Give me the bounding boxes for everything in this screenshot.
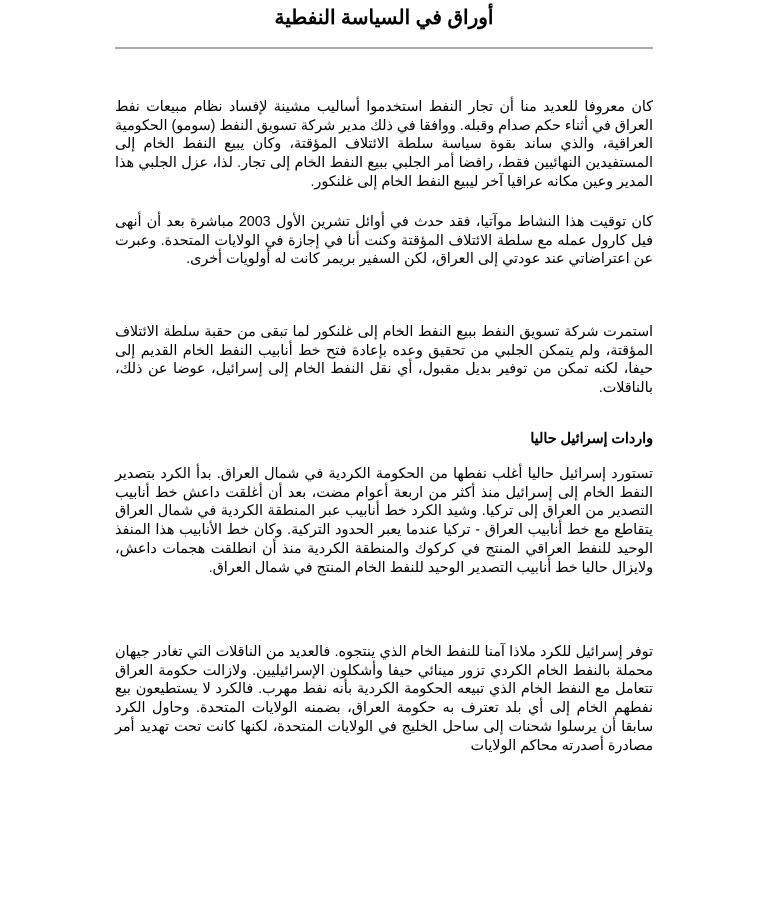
paragraph-text: كان معروفا للعديد منا أن تجار النفط استخدموا أساليب مشينة لإفساد نظام مبيعات نفط العراق في أثناء حكم صدام وقبله. ووافقا في ذلك مدير شركة تسويق النفط (سومو) الحكومية العراقية، والذي ساند بقوة سياسة سلطة الائتلاف المؤقتة، وكان يبيع النفط الخام إلى المستفيدين النهائيين فقط، رافضا أمر الجلبي ببيع النفط الخام إلى تجار. لذا، عزل الجلبي هذا المدير وعين مكانه عراقيا آخر ليبيع النفط الخام إلى غلنكور. — [115, 99, 653, 190]
paragraph-1 — [115, 98, 653, 192]
document-title: أوراق في السياسة النفطية — [274, 7, 494, 29]
paragraph-text: استمرت شركة تسويق النفط ببيع النفط الخام إلى غلنكور لما تبقى من حقبة سلطة الائتلاف المؤقتة، ولم يتمكن الجلبي من تحقيق وعده بإعادة فتح خط أنابيب النفط الخام القديم إلى حيفا، لكنه تمكن من توفير بديل مقبول، أي نقل النفط الخام إلى إسرائيل، عوضا عن ذلك، بالناقلات. — [115, 324, 653, 397]
paragraph-3 — [115, 323, 653, 398]
paragraph-text: كان توقيت هذا النشاط موآتيا، فقد حدث في أوائل تشرين الأول 2003 مباشرة بعد أن أنهى فيل كارول عمله مع سلطة الائتلاف المؤقتة وكنت أنا في إجازة في الولايات المتحدة. وعبرت عن اعتراضاتي عند عودتي إلى العراق، لكن السفير بريمر كانت له أولويات أخرى. — [115, 214, 654, 268]
paragraph-2 — [115, 213, 653, 269]
title-divider — [115, 47, 653, 49]
section-paragraph-2 — [115, 643, 653, 755]
paragraph-text: تستورد إسرائيل حاليا أغلب نفطها من الحكومة الكردية في شمال العراق. بدأ الكرد بتصدير النفط الخام إلى إسرائيل منذ أكثر من اربعة أعوام مضت، بعد أن أغلقت داعش خط أنابيب التصدير من العراق إلى تركيا. وشيد الكرد خط أنابيب عبر المنطقة الكردية في شمال العراق يتقاطع مع خط أنابيب العراق - تركيا عندما يعبر الحدود التركية. وكان خط الأنابيب هذا المنفذ الوحيد للنفط العراقي المنتج في كركوك والمنطقة الكردية منذ أن انطلقت هجمات داعش، ولايزال حاليا خط أنابيب التصدير الوحيد للنفط الخام المنتج في شمال العراق. — [115, 466, 653, 576]
section-paragraph-1 — [115, 465, 653, 577]
section-heading: واردات إسرائيل حاليا — [530, 431, 653, 447]
paragraph-text: توفر إسرائيل للكرد ملاذا آمنا للنفط الخام الذي ينتجوه. فالعديد من الناقلات التي تغادر جيهان محملة بالنفط الخام الكردي تزور مينائي حيفا وأشكلون الإسرائيليين. ولازالت حكومة العراق تتعامل مع النفط الخام الذي تبيعه الحكومة الكردية بأنه نفط مهرب. فالكرد لا يستطيعون بيع نفطهم الخام إلى أي بلد تعترف به حكومة العراق، بضمنه الولايات المتحدة. وحاول الكرد سابقا أن يرسلوا شحنات إلى ساحل الخليج في الولايات المتحدة، لكنها كانت تحت تهديد أمر مصادرة أصدرته محاكم الولايات — [115, 644, 653, 754]
